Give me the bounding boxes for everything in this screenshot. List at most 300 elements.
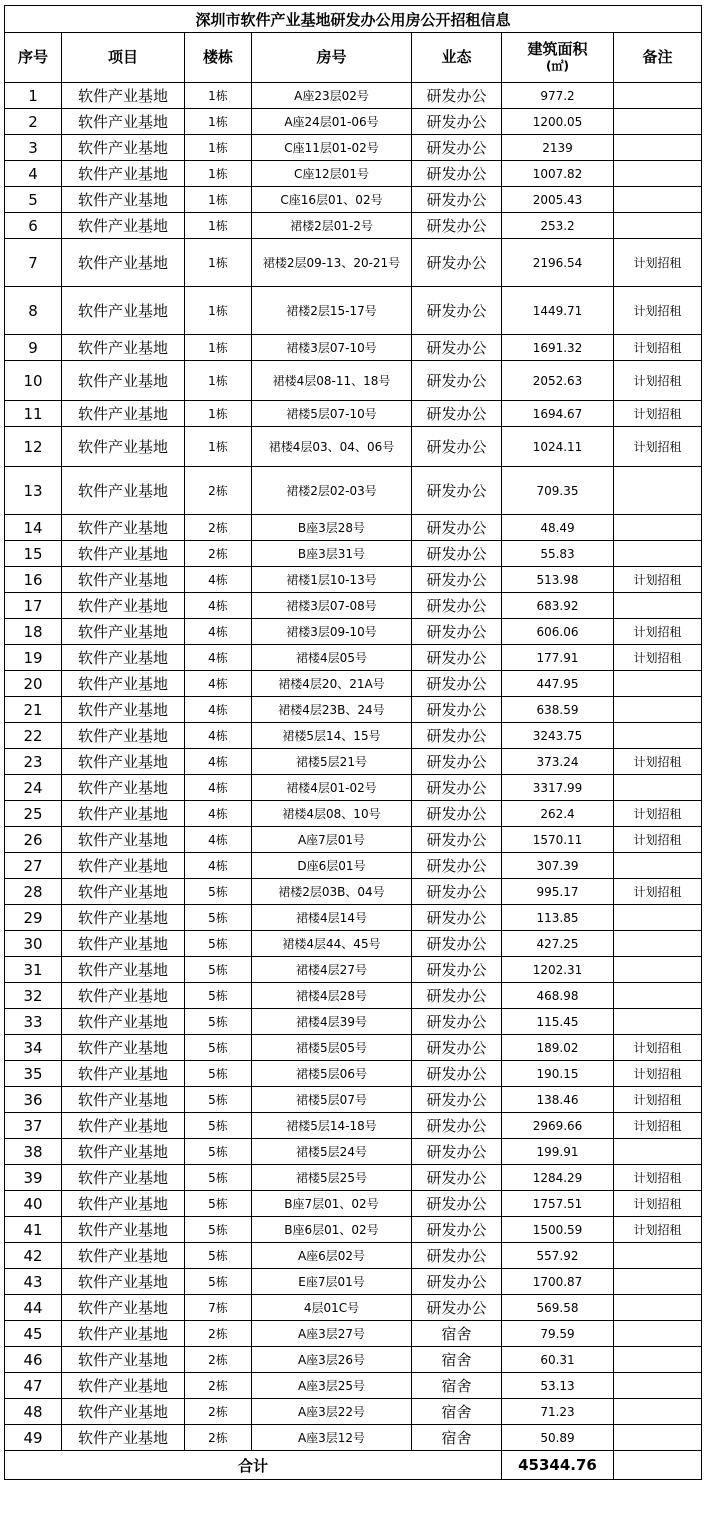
cell-area: 557.92 bbox=[502, 1243, 614, 1269]
cell-use: 研发办公 bbox=[412, 697, 502, 723]
header-no: 序号 bbox=[5, 33, 62, 83]
cell-project: 软件产业基地 bbox=[62, 1243, 185, 1269]
cell-area: 53.13 bbox=[502, 1373, 614, 1399]
cell-area: 1007.82 bbox=[502, 161, 614, 187]
cell-room: 裙楼4层44、45号 bbox=[252, 931, 412, 957]
cell-building: 5栋 bbox=[185, 1113, 252, 1139]
table-row bbox=[5, 1191, 702, 1217]
cell-use: 研发办公 bbox=[412, 541, 502, 567]
cell-note bbox=[614, 1269, 702, 1295]
cell-no: 48 bbox=[5, 1399, 62, 1425]
cell-project: 软件产业基地 bbox=[62, 1425, 185, 1451]
cell-room: A座7层01号 bbox=[252, 827, 412, 853]
table-row bbox=[5, 671, 702, 697]
cell-no: 37 bbox=[5, 1113, 62, 1139]
cell-project: 软件产业基地 bbox=[62, 213, 185, 239]
cell-building: 2栋 bbox=[185, 541, 252, 567]
table-row bbox=[5, 645, 702, 671]
cell-room: 裙楼2层15-17号 bbox=[252, 287, 412, 335]
cell-area: 2005.43 bbox=[502, 187, 614, 213]
cell-building: 1栋 bbox=[185, 187, 252, 213]
cell-use: 研发办公 bbox=[412, 1035, 502, 1061]
cell-project: 软件产业基地 bbox=[62, 427, 185, 467]
cell-project: 软件产业基地 bbox=[62, 723, 185, 749]
header-use: 业态 bbox=[412, 33, 502, 83]
cell-building: 2栋 bbox=[185, 1399, 252, 1425]
cell-area: 3243.75 bbox=[502, 723, 614, 749]
cell-project: 软件产业基地 bbox=[62, 645, 185, 671]
cell-project: 软件产业基地 bbox=[62, 619, 185, 645]
cell-no: 44 bbox=[5, 1295, 62, 1321]
cell-area: 1200.05 bbox=[502, 109, 614, 135]
header-area-label: 建筑面积 bbox=[527, 39, 588, 58]
cell-note bbox=[614, 1373, 702, 1399]
cell-note: 计划招租 bbox=[614, 1087, 702, 1113]
cell-project: 软件产业基地 bbox=[62, 187, 185, 213]
cell-building: 4栋 bbox=[185, 827, 252, 853]
cell-room: B座3层31号 bbox=[252, 541, 412, 567]
table-row bbox=[5, 619, 702, 645]
cell-use: 研发办公 bbox=[412, 361, 502, 401]
table-row bbox=[5, 335, 702, 361]
cell-note bbox=[614, 1139, 702, 1165]
cell-project: 软件产业基地 bbox=[62, 931, 185, 957]
cell-project: 软件产业基地 bbox=[62, 361, 185, 401]
cell-note: 计划招租 bbox=[614, 827, 702, 853]
cell-project: 软件产业基地 bbox=[62, 239, 185, 287]
cell-note bbox=[614, 1321, 702, 1347]
cell-building: 1栋 bbox=[185, 161, 252, 187]
cell-note bbox=[614, 853, 702, 879]
cell-no: 5 bbox=[5, 187, 62, 213]
cell-note bbox=[614, 593, 702, 619]
cell-use: 研发办公 bbox=[412, 1243, 502, 1269]
cell-project: 软件产业基地 bbox=[62, 1087, 185, 1113]
cell-project: 软件产业基地 bbox=[62, 401, 185, 427]
cell-no: 6 bbox=[5, 213, 62, 239]
cell-use: 研发办公 bbox=[412, 1165, 502, 1191]
cell-room: D座6层01号 bbox=[252, 853, 412, 879]
cell-project: 软件产业基地 bbox=[62, 467, 185, 515]
cell-area: 115.45 bbox=[502, 1009, 614, 1035]
cell-building: 1栋 bbox=[185, 361, 252, 401]
cell-note: 计划招租 bbox=[614, 1217, 702, 1243]
total-label: 合计 bbox=[5, 1451, 502, 1480]
cell-room: A座24层01-06号 bbox=[252, 109, 412, 135]
cell-project: 软件产业基地 bbox=[62, 1399, 185, 1425]
cell-room: 裙楼4层08-11、18号 bbox=[252, 361, 412, 401]
header-area-unit: (㎡) bbox=[546, 58, 569, 73]
cell-building: 1栋 bbox=[185, 213, 252, 239]
cell-no: 17 bbox=[5, 593, 62, 619]
cell-no: 15 bbox=[5, 541, 62, 567]
table-row bbox=[5, 827, 702, 853]
cell-area: 48.49 bbox=[502, 515, 614, 541]
cell-note: 计划招租 bbox=[614, 287, 702, 335]
cell-project: 软件产业基地 bbox=[62, 1373, 185, 1399]
cell-note bbox=[614, 83, 702, 109]
cell-building: 4栋 bbox=[185, 567, 252, 593]
cell-note bbox=[614, 931, 702, 957]
cell-area: 683.92 bbox=[502, 593, 614, 619]
cell-room: 裙楼5层06号 bbox=[252, 1061, 412, 1087]
cell-building: 4栋 bbox=[185, 853, 252, 879]
cell-note bbox=[614, 109, 702, 135]
cell-room: 裙楼3层07-10号 bbox=[252, 335, 412, 361]
cell-no: 14 bbox=[5, 515, 62, 541]
cell-note: 计划招租 bbox=[614, 401, 702, 427]
cell-building: 5栋 bbox=[185, 957, 252, 983]
cell-note: 计划招租 bbox=[614, 361, 702, 401]
cell-room: E座7层01号 bbox=[252, 1269, 412, 1295]
cell-note bbox=[614, 983, 702, 1009]
cell-no: 45 bbox=[5, 1321, 62, 1347]
table-row bbox=[5, 239, 702, 287]
cell-use: 研发办公 bbox=[412, 335, 502, 361]
cell-note bbox=[614, 775, 702, 801]
cell-no: 9 bbox=[5, 335, 62, 361]
cell-project: 软件产业基地 bbox=[62, 697, 185, 723]
table-row bbox=[5, 361, 702, 401]
cell-project: 软件产业基地 bbox=[62, 161, 185, 187]
cell-building: 7栋 bbox=[185, 1295, 252, 1321]
cell-use: 研发办公 bbox=[412, 1113, 502, 1139]
cell-building: 1栋 bbox=[185, 335, 252, 361]
cell-building: 2栋 bbox=[185, 1425, 252, 1451]
cell-area: 138.46 bbox=[502, 1087, 614, 1113]
cell-project: 软件产业基地 bbox=[62, 983, 185, 1009]
cell-area: 447.95 bbox=[502, 671, 614, 697]
cell-area: 262.4 bbox=[502, 801, 614, 827]
cell-area: 2139 bbox=[502, 135, 614, 161]
cell-use: 研发办公 bbox=[412, 905, 502, 931]
cell-building: 2栋 bbox=[185, 1373, 252, 1399]
cell-no: 24 bbox=[5, 775, 62, 801]
cell-room: B座7层01、02号 bbox=[252, 1191, 412, 1217]
cell-no: 18 bbox=[5, 619, 62, 645]
cell-use: 研发办公 bbox=[412, 775, 502, 801]
cell-use: 研发办公 bbox=[412, 1295, 502, 1321]
cell-room: 裙楼4层27号 bbox=[252, 957, 412, 983]
table-row bbox=[5, 401, 702, 427]
table-row bbox=[5, 931, 702, 957]
cell-use: 研发办公 bbox=[412, 853, 502, 879]
cell-area: 1691.32 bbox=[502, 335, 614, 361]
cell-use: 研发办公 bbox=[412, 619, 502, 645]
cell-area: 307.39 bbox=[502, 853, 614, 879]
cell-use: 研发办公 bbox=[412, 1061, 502, 1087]
cell-area: 606.06 bbox=[502, 619, 614, 645]
cell-note bbox=[614, 213, 702, 239]
cell-use: 研发办公 bbox=[412, 671, 502, 697]
cell-room: 裙楼3层07-08号 bbox=[252, 593, 412, 619]
cell-area: 71.23 bbox=[502, 1399, 614, 1425]
cell-building: 5栋 bbox=[185, 983, 252, 1009]
cell-area: 1202.31 bbox=[502, 957, 614, 983]
cell-area: 513.98 bbox=[502, 567, 614, 593]
cell-area: 709.35 bbox=[502, 467, 614, 515]
cell-no: 21 bbox=[5, 697, 62, 723]
cell-building: 1栋 bbox=[185, 427, 252, 467]
cell-use: 研发办公 bbox=[412, 109, 502, 135]
cell-use: 宿舍 bbox=[412, 1347, 502, 1373]
cell-no: 35 bbox=[5, 1061, 62, 1087]
cell-no: 10 bbox=[5, 361, 62, 401]
cell-building: 4栋 bbox=[185, 671, 252, 697]
cell-building: 1栋 bbox=[185, 401, 252, 427]
cell-project: 软件产业基地 bbox=[62, 1347, 185, 1373]
cell-no: 1 bbox=[5, 83, 62, 109]
cell-no: 28 bbox=[5, 879, 62, 905]
table-row bbox=[5, 1295, 702, 1321]
cell-room: 裙楼4层08、10号 bbox=[252, 801, 412, 827]
cell-project: 软件产业基地 bbox=[62, 593, 185, 619]
cell-room: 裙楼5层21号 bbox=[252, 749, 412, 775]
cell-room: 裙楼4层20、21A号 bbox=[252, 671, 412, 697]
cell-no: 7 bbox=[5, 239, 62, 287]
cell-area: 177.91 bbox=[502, 645, 614, 671]
table-row bbox=[5, 1061, 702, 1087]
cell-use: 研发办公 bbox=[412, 1087, 502, 1113]
cell-no: 11 bbox=[5, 401, 62, 427]
table-row bbox=[5, 957, 702, 983]
cell-area: 2196.54 bbox=[502, 239, 614, 287]
cell-building: 5栋 bbox=[185, 1269, 252, 1295]
table-row bbox=[5, 187, 702, 213]
table-row bbox=[5, 1139, 702, 1165]
cell-no: 49 bbox=[5, 1425, 62, 1451]
cell-note: 计划招租 bbox=[614, 335, 702, 361]
table-row bbox=[5, 287, 702, 335]
cell-project: 软件产业基地 bbox=[62, 905, 185, 931]
header-area bbox=[502, 33, 614, 83]
table-row bbox=[5, 541, 702, 567]
cell-building: 1栋 bbox=[185, 135, 252, 161]
cell-building: 5栋 bbox=[185, 1035, 252, 1061]
table-row bbox=[5, 515, 702, 541]
cell-room: A座3层25号 bbox=[252, 1373, 412, 1399]
cell-note: 计划招租 bbox=[614, 879, 702, 905]
cell-use: 研发办公 bbox=[412, 467, 502, 515]
cell-use: 研发办公 bbox=[412, 723, 502, 749]
cell-note bbox=[614, 1009, 702, 1035]
cell-area: 1570.11 bbox=[502, 827, 614, 853]
rental-table bbox=[4, 5, 702, 1480]
cell-area: 55.83 bbox=[502, 541, 614, 567]
table-row bbox=[5, 1399, 702, 1425]
cell-room: 裙楼2层01-2号 bbox=[252, 213, 412, 239]
cell-room: A座3层26号 bbox=[252, 1347, 412, 1373]
cell-project: 软件产业基地 bbox=[62, 135, 185, 161]
cell-use: 研发办公 bbox=[412, 135, 502, 161]
cell-use: 研发办公 bbox=[412, 879, 502, 905]
table-row bbox=[5, 1113, 702, 1139]
cell-project: 软件产业基地 bbox=[62, 671, 185, 697]
cell-area: 373.24 bbox=[502, 749, 614, 775]
cell-area: 113.85 bbox=[502, 905, 614, 931]
cell-area: 1757.51 bbox=[502, 1191, 614, 1217]
cell-no: 20 bbox=[5, 671, 62, 697]
cell-use: 宿舍 bbox=[412, 1373, 502, 1399]
cell-use: 研发办公 bbox=[412, 187, 502, 213]
cell-area: 190.15 bbox=[502, 1061, 614, 1087]
cell-project: 软件产业基地 bbox=[62, 541, 185, 567]
cell-room: 裙楼2层03B、04号 bbox=[252, 879, 412, 905]
table-row bbox=[5, 801, 702, 827]
cell-note bbox=[614, 1347, 702, 1373]
cell-room: 裙楼5层25号 bbox=[252, 1165, 412, 1191]
cell-use: 宿舍 bbox=[412, 1425, 502, 1451]
table-row bbox=[5, 853, 702, 879]
table-row bbox=[5, 1269, 702, 1295]
total-row bbox=[5, 1451, 702, 1480]
cell-project: 软件产业基地 bbox=[62, 1217, 185, 1243]
cell-project: 软件产业基地 bbox=[62, 109, 185, 135]
cell-room: B座6层01、02号 bbox=[252, 1217, 412, 1243]
cell-note bbox=[614, 723, 702, 749]
total-value: 45344.76 bbox=[502, 1451, 614, 1480]
cell-no: 27 bbox=[5, 853, 62, 879]
table-row bbox=[5, 1425, 702, 1451]
cell-no: 43 bbox=[5, 1269, 62, 1295]
cell-building: 2栋 bbox=[185, 1321, 252, 1347]
table-row bbox=[5, 697, 702, 723]
cell-room: 裙楼2层02-03号 bbox=[252, 467, 412, 515]
table-row bbox=[5, 1347, 702, 1373]
table-row bbox=[5, 135, 702, 161]
table-body bbox=[5, 83, 702, 1451]
cell-room: 裙楼4层14号 bbox=[252, 905, 412, 931]
cell-room: 4层01C号 bbox=[252, 1295, 412, 1321]
cell-no: 30 bbox=[5, 931, 62, 957]
cell-building: 5栋 bbox=[185, 1243, 252, 1269]
table-row bbox=[5, 1321, 702, 1347]
cell-project: 软件产业基地 bbox=[62, 1321, 185, 1347]
cell-project: 软件产业基地 bbox=[62, 1269, 185, 1295]
cell-note: 计划招租 bbox=[614, 1035, 702, 1061]
cell-note: 计划招租 bbox=[614, 1191, 702, 1217]
table-row bbox=[5, 905, 702, 931]
cell-area: 60.31 bbox=[502, 1347, 614, 1373]
cell-project: 软件产业基地 bbox=[62, 957, 185, 983]
cell-room: A座3层12号 bbox=[252, 1425, 412, 1451]
cell-use: 宿舍 bbox=[412, 1399, 502, 1425]
cell-room: C座11层01-02号 bbox=[252, 135, 412, 161]
cell-building: 5栋 bbox=[185, 1165, 252, 1191]
cell-project: 软件产业基地 bbox=[62, 1009, 185, 1035]
cell-building: 4栋 bbox=[185, 775, 252, 801]
cell-no: 41 bbox=[5, 1217, 62, 1243]
cell-building: 4栋 bbox=[185, 645, 252, 671]
cell-no: 26 bbox=[5, 827, 62, 853]
cell-use: 研发办公 bbox=[412, 983, 502, 1009]
cell-use: 研发办公 bbox=[412, 567, 502, 593]
table-row bbox=[5, 723, 702, 749]
cell-project: 软件产业基地 bbox=[62, 1139, 185, 1165]
cell-no: 34 bbox=[5, 1035, 62, 1061]
cell-note: 计划招租 bbox=[614, 1113, 702, 1139]
cell-building: 4栋 bbox=[185, 697, 252, 723]
cell-use: 研发办公 bbox=[412, 749, 502, 775]
cell-use: 研发办公 bbox=[412, 1217, 502, 1243]
table-row bbox=[5, 775, 702, 801]
cell-use: 研发办公 bbox=[412, 801, 502, 827]
cell-use: 研发办公 bbox=[412, 1139, 502, 1165]
cell-no: 19 bbox=[5, 645, 62, 671]
cell-room: 裙楼5层05号 bbox=[252, 1035, 412, 1061]
total-note bbox=[614, 1451, 702, 1480]
cell-room: A座23层02号 bbox=[252, 83, 412, 109]
table-row bbox=[5, 1373, 702, 1399]
table-row bbox=[5, 1165, 702, 1191]
cell-area: 189.02 bbox=[502, 1035, 614, 1061]
cell-use: 研发办公 bbox=[412, 1009, 502, 1035]
cell-room: C座12层01号 bbox=[252, 161, 412, 187]
cell-note bbox=[614, 161, 702, 187]
cell-area: 1449.71 bbox=[502, 287, 614, 335]
cell-no: 22 bbox=[5, 723, 62, 749]
cell-use: 研发办公 bbox=[412, 515, 502, 541]
cell-note bbox=[614, 135, 702, 161]
cell-project: 软件产业基地 bbox=[62, 1113, 185, 1139]
cell-no: 23 bbox=[5, 749, 62, 775]
table-row bbox=[5, 879, 702, 905]
cell-room: 裙楼5层24号 bbox=[252, 1139, 412, 1165]
cell-project: 软件产业基地 bbox=[62, 853, 185, 879]
cell-no: 13 bbox=[5, 467, 62, 515]
cell-room: 裙楼4层28号 bbox=[252, 983, 412, 1009]
cell-area: 977.2 bbox=[502, 83, 614, 109]
cell-use: 研发办公 bbox=[412, 593, 502, 619]
cell-no: 3 bbox=[5, 135, 62, 161]
cell-use: 宿舍 bbox=[412, 1321, 502, 1347]
cell-note: 计划招租 bbox=[614, 749, 702, 775]
cell-use: 研发办公 bbox=[412, 161, 502, 187]
cell-building: 5栋 bbox=[185, 1217, 252, 1243]
cell-no: 47 bbox=[5, 1373, 62, 1399]
cell-area: 50.89 bbox=[502, 1425, 614, 1451]
table-row bbox=[5, 593, 702, 619]
cell-no: 33 bbox=[5, 1009, 62, 1035]
cell-room: A座3层22号 bbox=[252, 1399, 412, 1425]
cell-use: 研发办公 bbox=[412, 427, 502, 467]
cell-project: 软件产业基地 bbox=[62, 1191, 185, 1217]
cell-no: 16 bbox=[5, 567, 62, 593]
cell-building: 4栋 bbox=[185, 593, 252, 619]
cell-building: 2栋 bbox=[185, 515, 252, 541]
cell-room: C座16层01、02号 bbox=[252, 187, 412, 213]
header-room: 房号 bbox=[252, 33, 412, 83]
cell-use: 研发办公 bbox=[412, 931, 502, 957]
cell-room: A座6层02号 bbox=[252, 1243, 412, 1269]
cell-area: 199.91 bbox=[502, 1139, 614, 1165]
cell-project: 软件产业基地 bbox=[62, 749, 185, 775]
table-row bbox=[5, 1217, 702, 1243]
cell-room: 裙楼3层09-10号 bbox=[252, 619, 412, 645]
cell-room: A座3层27号 bbox=[252, 1321, 412, 1347]
cell-project: 软件产业基地 bbox=[62, 879, 185, 905]
header-building: 楼栋 bbox=[185, 33, 252, 83]
cell-project: 软件产业基地 bbox=[62, 827, 185, 853]
cell-note bbox=[614, 541, 702, 567]
table-row bbox=[5, 1243, 702, 1269]
cell-area: 253.2 bbox=[502, 213, 614, 239]
cell-note bbox=[614, 1295, 702, 1321]
cell-area: 427.25 bbox=[502, 931, 614, 957]
cell-note bbox=[614, 697, 702, 723]
cell-note bbox=[614, 1243, 702, 1269]
cell-project: 软件产业基地 bbox=[62, 775, 185, 801]
